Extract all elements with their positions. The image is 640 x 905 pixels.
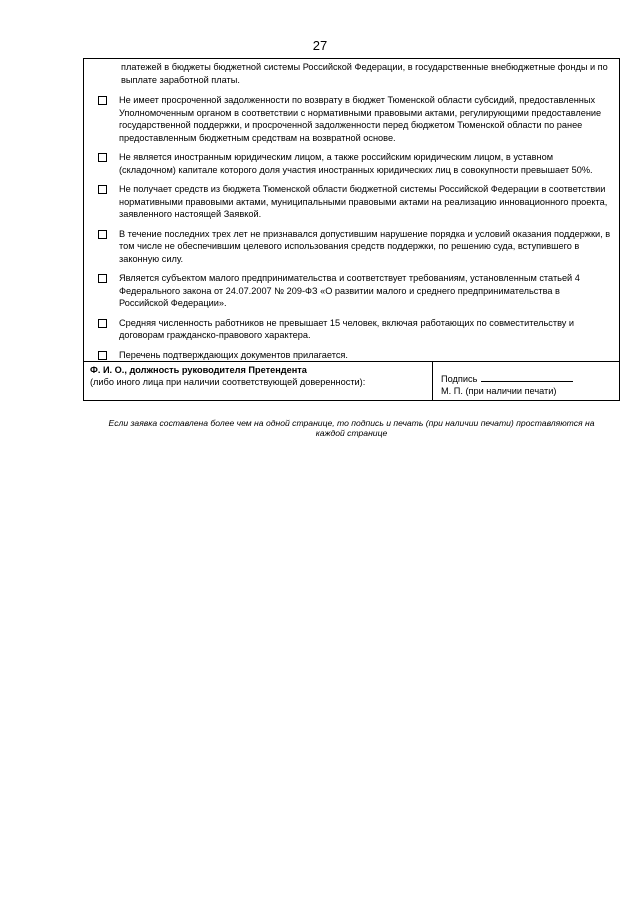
checklist-item-text: В течение последних трех лет не признавался допустившим нарушение порядка и условий оказания поддержки, в том числе не обеспечившим целевого использования средств поддержки, по решению суда, вступившего в законную силу. — [119, 228, 611, 264]
signature-label: Подпись — [441, 374, 478, 384]
checklist-item — [92, 228, 611, 266]
signatory-subtitle: (либо иного лица при наличии соответствующей доверенности): — [90, 377, 366, 387]
signature-cell — [433, 362, 619, 400]
checklist-item-text: Средняя численность работников не превышает 15 человек, включая работающих по совместительству и договорам гражданско-правового характера. — [119, 317, 575, 340]
checklist-item-text: Не получает средств из бюджета Тюменской области бюджетной системы Российской Федерации в соответствии нормативными правовыми актами, муниципальными правовыми актами на реализацию инновационного проекта, заявленного настоящей Заявкой. — [119, 184, 608, 219]
signatory-title: Ф. И. О., должность руководителя Претендента — [90, 365, 307, 375]
checklist-item — [92, 151, 611, 176]
declaration-items — [84, 59, 619, 361]
checkbox[interactable] — [98, 230, 107, 239]
footnote: Если заявка составлена более чем на одной странице, то подпись и печать (при наличии печати) проставляются на каждой странице — [108, 418, 595, 438]
checkbox[interactable] — [98, 153, 107, 162]
checklist-item-text: Не имеет просроченной задолженности по возврату в бюджет Тюменской области субсидий, предоставленных Уполномоченным органом в соответствии с нормативными правовыми актами, регулирующими предоставление государственной поддержки, и просроченной задолженности перед бюджетом Тюменской области по ранее предоставленным бюджетным средствам на возвратной основе. — [119, 95, 602, 143]
checklist-item-text: Не является иностранным юридическим лицом, а также российским юридическим лицом, в уставном (складочном) капитале которого доля участия иностранных юридических лиц в совокупности превышает 50%. — [119, 152, 593, 175]
checkbox[interactable] — [98, 319, 107, 328]
continuation-text: платежей в бюджеты бюджетной системы Российской Федерации, в государственные внебюджетные фонды и по выплате заработной платы. — [121, 62, 608, 85]
checklist-item-text: Является субъектом малого предпринимательства и соответствует требованиям, установленным статьей 4 Федерального закона от 24.07.2007 № 209-ФЗ «О развитии малого и среднего предпринимательства в Российской Федерации». — [119, 273, 580, 308]
checkbox[interactable] — [98, 351, 107, 360]
checkbox[interactable] — [98, 185, 107, 194]
checklist-item — [92, 317, 611, 342]
signature-line — [481, 372, 573, 382]
signatory-cell — [84, 362, 433, 400]
checklist-item — [92, 349, 611, 362]
signature-field[interactable] — [441, 372, 615, 385]
declaration-table — [83, 58, 620, 401]
stamp-label: М. П. (при наличии печати) — [441, 386, 557, 396]
checklist-item — [92, 272, 611, 310]
checkbox[interactable] — [98, 96, 107, 105]
checklist-item — [92, 94, 611, 144]
page-number: 27 — [312, 38, 328, 53]
checkbox[interactable] — [98, 274, 107, 283]
signature-row — [84, 361, 619, 400]
checklist-item — [92, 183, 611, 221]
checklist-item-text: Перечень подтверждающих документов прилагается. — [119, 349, 348, 360]
